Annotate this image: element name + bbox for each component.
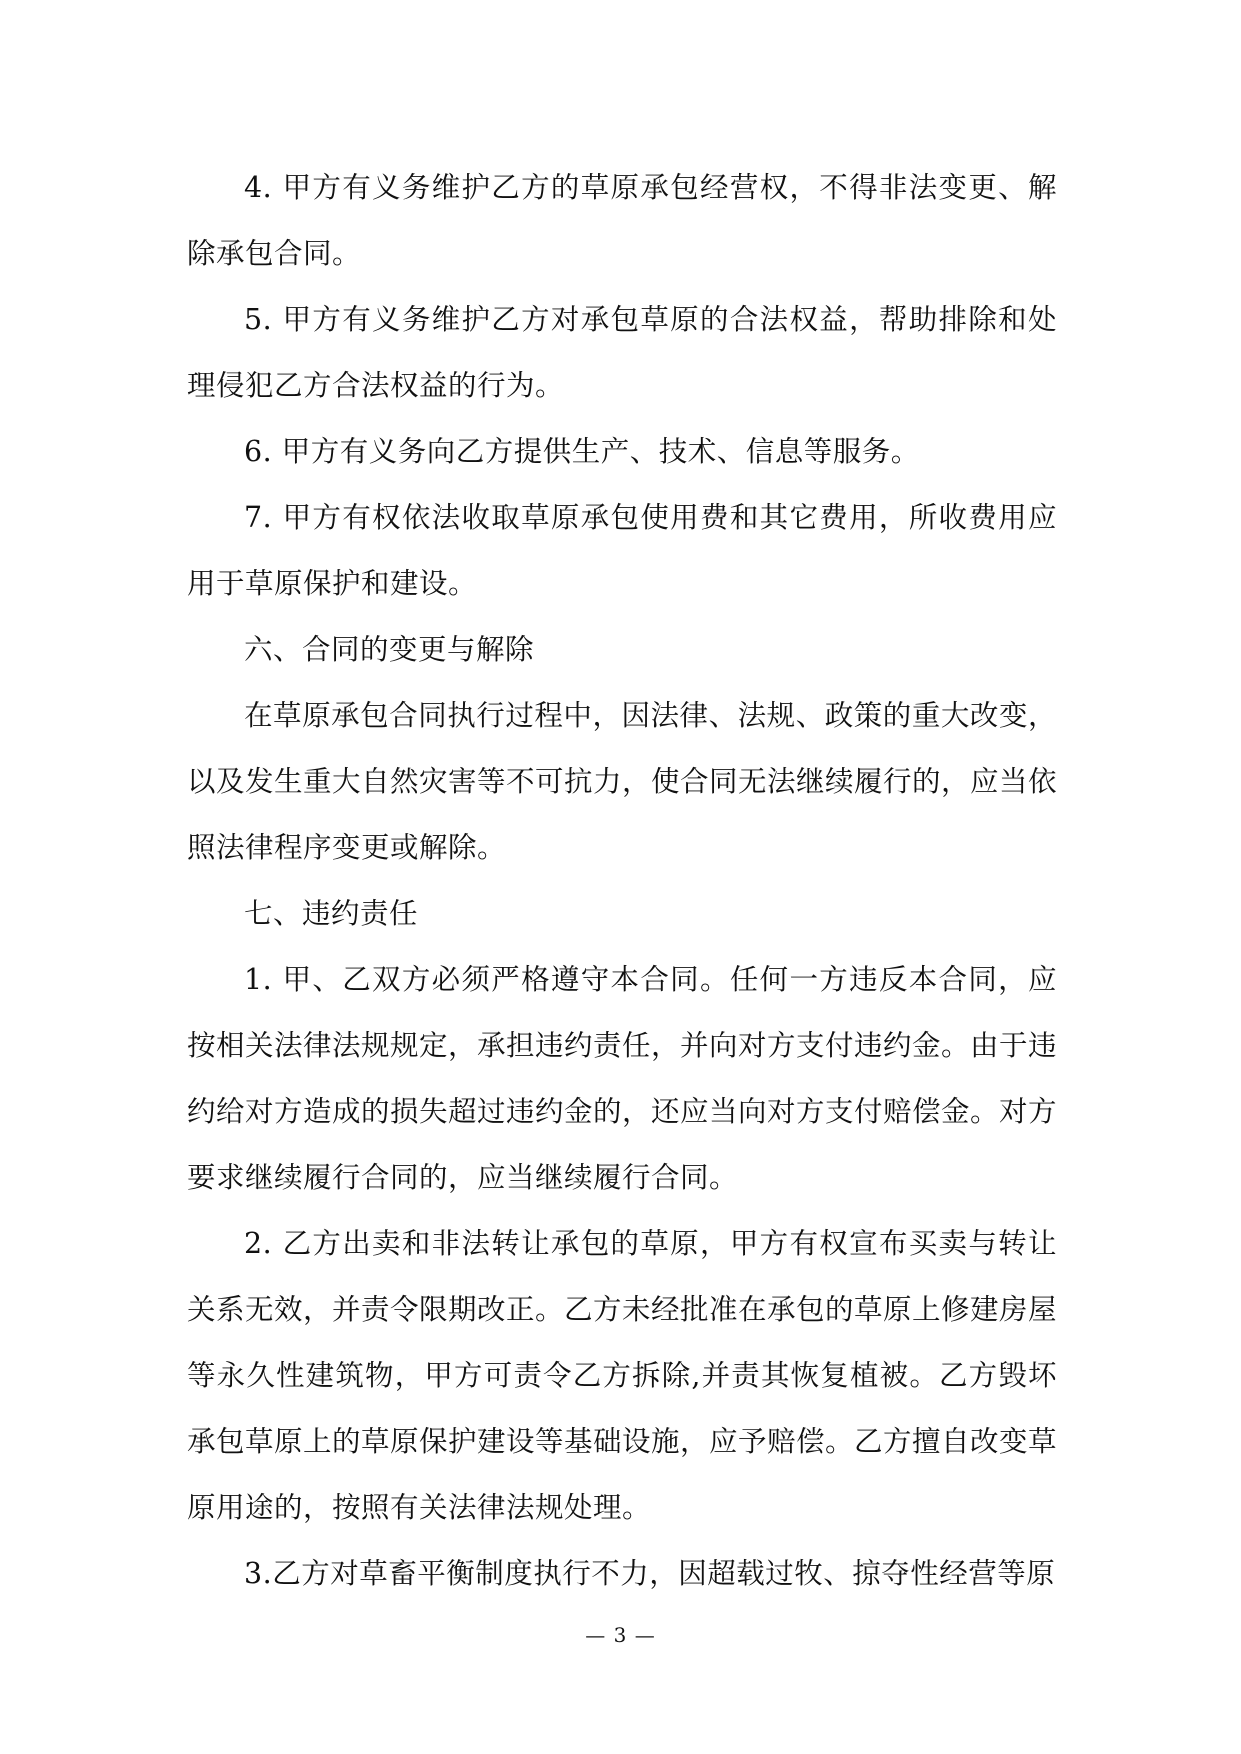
- page-number: — 3 —: [585, 1623, 656, 1647]
- section-heading-7: 七、违约责任: [244, 897, 419, 930]
- paragraph-liability-1: 1. 甲、乙双方必须严格遵守本合同。任何一方违反本合同，应按相关法律法规规定，承担违约责任，并向对方支付违约金。由于违约给对方造成的损失超过违约金的，还应当向对方支付赔偿金。对方要求继续履行合同的，应当继续履行合同。: [187, 963, 1058, 1194]
- document-body: [187, 155, 1057, 1607]
- section-heading-6: 六、合同的变更与解除: [244, 633, 535, 666]
- paragraph-obligation-5: 5. 甲方有义务维护乙方对承包草原的合法权益，帮助排除和处理侵犯乙方合法权益的行为。: [187, 303, 1057, 402]
- paragraph-contract-change: 在草原承包合同执行过程中，因法律、法规、政策的重大改变，以及发生重大自然灾害等不可抗力，使合同无法继续履行的，应当依照法律程序变更或解除。: [187, 699, 1058, 864]
- paragraph-liability-3: 3.乙方对草畜平衡制度执行不力，因超载过牧、掠夺性经营等原: [244, 1557, 1056, 1590]
- paragraph-obligation-4: 4. 甲方有义务维护乙方的草原承包经营权，不得非法变更、解除承包合同。: [187, 171, 1057, 270]
- paragraph-obligation-6: 6. 甲方有义务向乙方提供生产、技术、信息等服务。: [244, 435, 920, 468]
- paragraph-obligation-7: 7. 甲方有权依法收取草原承包使用费和其它费用，所收费用应用于草原保护和建设。: [187, 501, 1057, 600]
- paragraph-liability-2: 2. 乙方出卖和非法转让承包的草原，甲方有权宣布买卖与转让关系无效，并责令限期改正。乙方未经批准在承包的草原上修建房屋等永久性建筑物，甲方可责令乙方拆除,并责其恢复植被。乙方毁坏承包草原上的草原保护建设等基础设施，应予赔偿。乙方擅自改变草原用途的，按照有关法律法规处理。: [187, 1227, 1058, 1524]
